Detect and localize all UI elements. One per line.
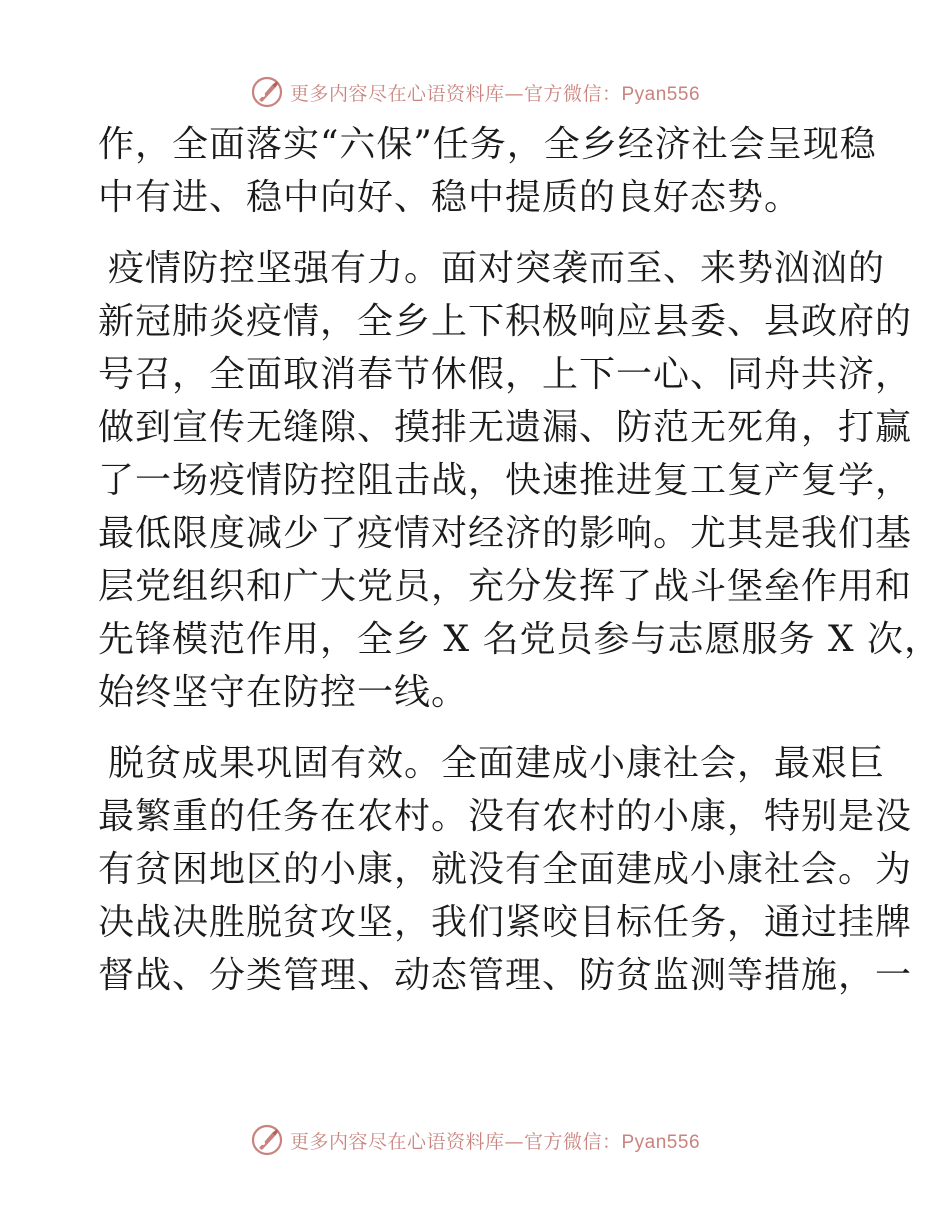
text-line: 作，全面落实“六保”任务，全乡经济社会呈现稳 (98, 124, 877, 165)
text-line: 决战决胜脱贫攻坚，我们紧咬目标任务，通过挂牌 (98, 902, 913, 943)
text-line: 有贫困地区的小康，就没有全面建成小康社会。为 (98, 849, 913, 890)
text-line: 中有进、稳中向好、稳中提质的良好态势。 (98, 177, 802, 218)
text-line: 脱贫成果巩固有效。全面建成小康社会，最艰巨 (108, 743, 886, 784)
paragraph (98, 737, 913, 1002)
quill-pen-icon (250, 75, 284, 109)
text-line: 层党组织和广大党员，充分发挥了战斗堡垒作用和 (98, 566, 913, 607)
paragraph (98, 118, 877, 224)
footer-watermark (0, 1120, 950, 1160)
text-line: 疫情防控坚强有力。面对突袭而至、来势汹汹的 (108, 248, 886, 289)
text-line: 先锋模范作用，全乡 X 名党员参与志愿服务 X 次， (98, 619, 942, 660)
document-body (98, 118, 942, 1002)
text-line: 新冠肺炎疫情，全乡上下积极响应县委、县政府的 (98, 301, 913, 342)
paragraph (98, 242, 942, 719)
header-watermark (0, 72, 950, 112)
text-line: 始终坚守在防控一线。 (98, 672, 469, 713)
text-line: 了一场疫情防控阻击战，快速推进复工复产复学， (98, 460, 913, 501)
text-line: 最低限度减少了疫情对经济的影响。尤其是我们基 (98, 513, 913, 554)
watermark-text: 更多内容尽在心语资料库—官方微信：Pyan556 (289, 82, 701, 105)
watermark-text: 更多内容尽在心语资料库—官方微信：Pyan556 (289, 1130, 701, 1153)
text-line: 最繁重的任务在农村。没有农村的小康，特别是没 (98, 796, 913, 837)
text-line: 督战、分类管理、动态管理、防贫监测等措施，一 (98, 955, 913, 996)
quill-pen-icon (250, 1123, 284, 1157)
text-line: 号召，全面取消春节休假，上下一心、同舟共济， (98, 354, 913, 395)
text-line: 做到宣传无缝隙、摸排无遗漏、防范无死角，打赢 (98, 407, 913, 448)
